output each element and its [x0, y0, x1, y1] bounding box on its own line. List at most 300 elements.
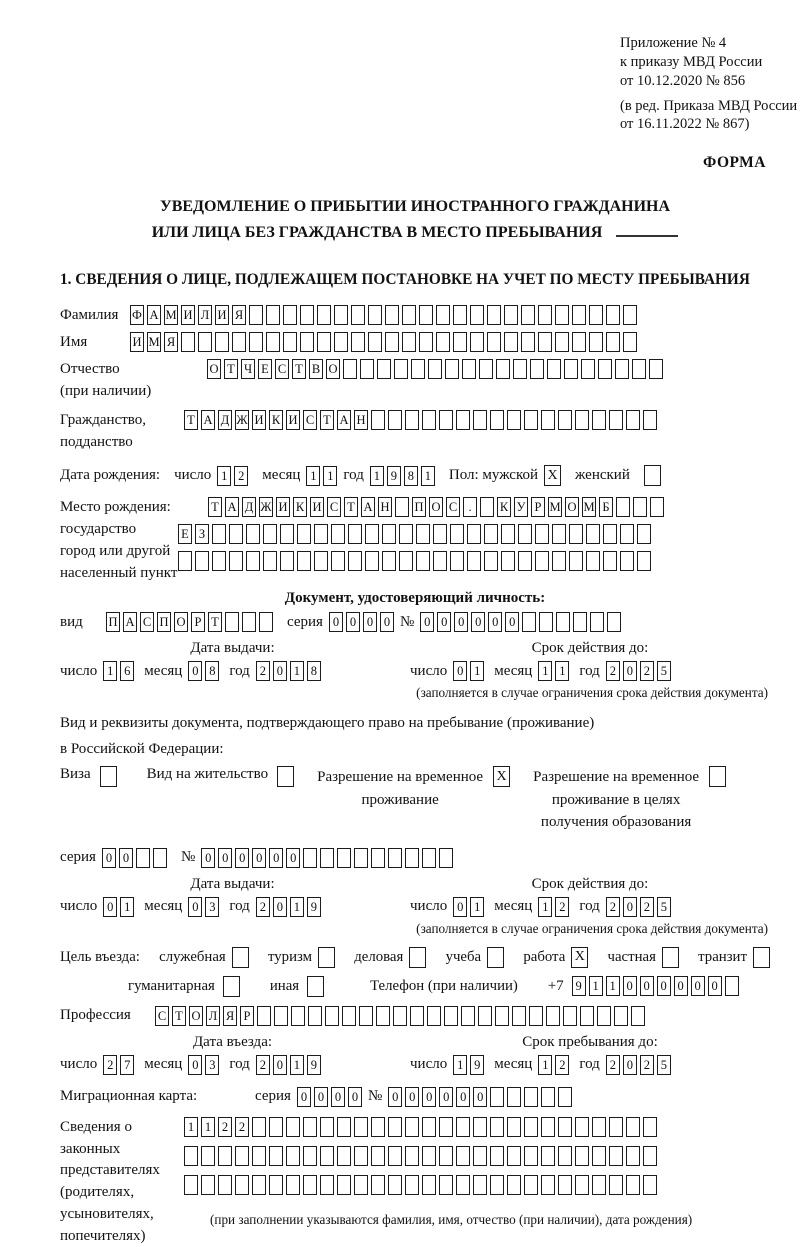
char-box[interactable] — [359, 1006, 373, 1026]
birth-place-boxes-line1[interactable] — [208, 497, 664, 517]
char-box[interactable]: И — [286, 410, 300, 430]
char-box[interactable] — [325, 1006, 339, 1026]
char-box[interactable] — [473, 410, 487, 430]
residence-number-boxes[interactable] — [201, 848, 453, 868]
char-box[interactable] — [490, 410, 504, 430]
surname-boxes[interactable] — [130, 305, 637, 325]
char-box[interactable] — [334, 305, 348, 325]
char-box[interactable] — [198, 332, 212, 352]
char-box[interactable] — [496, 359, 510, 379]
char-box[interactable] — [473, 1117, 487, 1137]
char-box[interactable] — [252, 1117, 266, 1137]
char-box[interactable] — [453, 332, 467, 352]
char-box[interactable] — [546, 1006, 560, 1026]
char-box[interactable] — [564, 359, 578, 379]
char-box[interactable] — [558, 1175, 572, 1195]
residence-series-boxes[interactable] — [102, 848, 167, 868]
identity-kind-boxes[interactable] — [106, 612, 273, 632]
char-box[interactable] — [487, 332, 501, 352]
char-box[interactable]: 7 — [120, 1055, 134, 1075]
char-box[interactable] — [225, 612, 239, 632]
char-box[interactable]: 2 — [103, 1055, 117, 1075]
char-box[interactable] — [365, 551, 379, 571]
char-box[interactable]: Р — [531, 497, 545, 517]
checkbox-purpose-other[interactable] — [307, 976, 324, 997]
checkbox-purpose-business[interactable] — [232, 947, 249, 968]
char-box[interactable] — [269, 1117, 283, 1137]
char-box[interactable]: Т — [208, 497, 222, 517]
char-box[interactable] — [558, 1117, 572, 1137]
char-box[interactable]: О — [429, 497, 443, 517]
char-box[interactable]: 2 — [234, 466, 248, 486]
char-box[interactable]: А — [337, 410, 351, 430]
char-box[interactable]: 1 — [290, 1055, 304, 1075]
char-box[interactable]: 0 — [691, 976, 705, 996]
char-box[interactable] — [606, 305, 620, 325]
char-box[interactable] — [490, 1117, 504, 1137]
char-box[interactable] — [201, 1175, 215, 1195]
char-box[interactable] — [530, 359, 544, 379]
char-box[interactable] — [229, 551, 243, 571]
char-box[interactable] — [586, 524, 600, 544]
checkbox-residence-permit[interactable] — [277, 766, 294, 787]
char-box[interactable]: З — [195, 524, 209, 544]
char-box[interactable]: О — [326, 359, 340, 379]
birth-month-boxes[interactable] — [306, 466, 337, 486]
char-box[interactable] — [399, 524, 413, 544]
char-box[interactable] — [388, 848, 402, 868]
char-box[interactable]: 9 — [307, 1055, 321, 1075]
char-box[interactable] — [212, 551, 226, 571]
char-box[interactable] — [450, 551, 464, 571]
char-box[interactable] — [422, 1117, 436, 1137]
char-box[interactable]: 1 — [421, 466, 435, 486]
char-box[interactable] — [490, 1087, 504, 1107]
char-box[interactable]: О — [207, 359, 221, 379]
char-box[interactable] — [178, 551, 192, 571]
char-box[interactable] — [439, 848, 453, 868]
char-box[interactable]: 0 — [119, 848, 133, 868]
char-box[interactable] — [242, 612, 256, 632]
char-box[interactable]: 0 — [201, 848, 215, 868]
char-box[interactable] — [598, 359, 612, 379]
birth-year-boxes[interactable] — [370, 466, 435, 486]
char-box[interactable] — [427, 1006, 441, 1026]
char-box[interactable] — [410, 1006, 424, 1026]
char-box[interactable]: И — [276, 497, 290, 517]
char-box[interactable]: 9 — [572, 976, 586, 996]
char-box[interactable] — [631, 1006, 645, 1026]
char-box[interactable]: 0 — [269, 848, 283, 868]
char-box[interactable] — [616, 497, 630, 517]
char-box[interactable]: Н — [378, 497, 392, 517]
char-box[interactable]: 1 — [201, 1117, 215, 1137]
char-box[interactable]: Ж — [259, 497, 273, 517]
char-box[interactable] — [433, 524, 447, 544]
char-box[interactable]: 3 — [205, 1055, 219, 1075]
char-box[interactable]: 0 — [454, 612, 468, 632]
char-box[interactable] — [371, 1117, 385, 1137]
char-box[interactable] — [541, 1087, 555, 1107]
char-box[interactable]: 2 — [235, 1117, 249, 1137]
char-box[interactable]: 0 — [453, 897, 467, 917]
char-box[interactable] — [607, 612, 621, 632]
char-box[interactable] — [643, 1117, 657, 1137]
char-box[interactable] — [590, 612, 604, 632]
char-box[interactable] — [456, 1175, 470, 1195]
char-box[interactable]: 0 — [657, 976, 671, 996]
char-box[interactable]: 0 — [329, 612, 343, 632]
char-box[interactable] — [280, 524, 294, 544]
char-box[interactable] — [507, 1117, 521, 1137]
identity-number-boxes[interactable] — [420, 612, 621, 632]
char-box[interactable] — [650, 497, 664, 517]
char-box[interactable] — [522, 612, 536, 632]
char-box[interactable] — [521, 305, 535, 325]
char-box[interactable] — [573, 612, 587, 632]
char-box[interactable]: 1 — [370, 466, 384, 486]
char-box[interactable] — [632, 359, 646, 379]
residence-issue-month-boxes[interactable] — [188, 897, 219, 917]
char-box[interactable] — [521, 332, 535, 352]
char-box[interactable]: С — [155, 1006, 169, 1026]
char-box[interactable] — [597, 1006, 611, 1026]
char-box[interactable] — [626, 1175, 640, 1195]
char-box[interactable] — [538, 305, 552, 325]
char-box[interactable] — [308, 1006, 322, 1026]
char-box[interactable] — [303, 848, 317, 868]
birth-day-boxes[interactable] — [217, 466, 248, 486]
char-box[interactable]: Н — [354, 410, 368, 430]
char-box[interactable]: . — [463, 497, 477, 517]
char-box[interactable] — [456, 1117, 470, 1137]
char-box[interactable] — [547, 359, 561, 379]
char-box[interactable] — [354, 1175, 368, 1195]
char-box[interactable]: С — [446, 497, 460, 517]
char-box[interactable]: Т — [344, 497, 358, 517]
char-box[interactable] — [620, 524, 634, 544]
char-box[interactable]: 1 — [538, 1055, 552, 1075]
char-box[interactable]: Ф — [130, 305, 144, 325]
char-box[interactable]: 0 — [314, 1087, 328, 1107]
char-box[interactable] — [368, 332, 382, 352]
char-box[interactable] — [300, 332, 314, 352]
char-box[interactable] — [283, 332, 297, 352]
char-box[interactable] — [467, 524, 481, 544]
char-box[interactable] — [382, 524, 396, 544]
char-box[interactable] — [331, 551, 345, 571]
char-box[interactable] — [246, 524, 260, 544]
char-box[interactable]: 2 — [640, 897, 654, 917]
char-box[interactable]: О — [174, 612, 188, 632]
char-box[interactable] — [259, 612, 273, 632]
char-box[interactable]: 0 — [473, 1087, 487, 1107]
char-box[interactable] — [524, 1117, 538, 1137]
char-box[interactable]: 0 — [252, 848, 266, 868]
char-box[interactable]: И — [252, 410, 266, 430]
char-box[interactable]: 2 — [256, 661, 270, 681]
char-box[interactable]: Т — [172, 1006, 186, 1026]
char-box[interactable] — [371, 1175, 385, 1195]
representatives-boxes-line1[interactable] — [184, 1117, 692, 1137]
char-box[interactable] — [388, 410, 402, 430]
char-box[interactable] — [232, 332, 246, 352]
entry-day-boxes[interactable] — [103, 1055, 134, 1075]
char-box[interactable] — [541, 1175, 555, 1195]
char-box[interactable]: К — [269, 410, 283, 430]
char-box[interactable] — [609, 1117, 623, 1137]
char-box[interactable]: 0 — [623, 897, 637, 917]
char-box[interactable] — [376, 1006, 390, 1026]
stay-year-boxes[interactable] — [606, 1055, 671, 1075]
char-box[interactable]: 6 — [120, 661, 134, 681]
char-box[interactable] — [419, 332, 433, 352]
char-box[interactable] — [337, 848, 351, 868]
char-box[interactable]: 2 — [640, 661, 654, 681]
char-box[interactable]: О — [565, 497, 579, 517]
char-box[interactable] — [592, 1175, 606, 1195]
char-box[interactable] — [269, 1175, 283, 1195]
char-box[interactable] — [235, 1175, 249, 1195]
char-box[interactable]: 1 — [538, 897, 552, 917]
char-box[interactable] — [348, 524, 362, 544]
char-box[interactable] — [405, 1117, 419, 1137]
char-box[interactable] — [385, 305, 399, 325]
char-box[interactable]: Я — [232, 305, 246, 325]
char-box[interactable] — [393, 1006, 407, 1026]
char-box[interactable]: Д — [218, 410, 232, 430]
char-box[interactable]: Л — [206, 1006, 220, 1026]
residence-issue-day-boxes[interactable] — [103, 897, 134, 917]
char-box[interactable]: 5 — [657, 661, 671, 681]
checkbox-purpose-transit[interactable] — [753, 947, 770, 968]
char-box[interactable]: Т — [208, 612, 222, 632]
char-box[interactable] — [249, 332, 263, 352]
char-box[interactable]: 0 — [640, 976, 654, 996]
char-box[interactable]: С — [275, 359, 289, 379]
char-box[interactable] — [649, 359, 663, 379]
char-box[interactable] — [436, 332, 450, 352]
char-box[interactable] — [300, 305, 314, 325]
char-box[interactable]: К — [497, 497, 511, 517]
char-box[interactable]: 0 — [422, 1087, 436, 1107]
char-box[interactable] — [388, 1175, 402, 1195]
checkbox-female[interactable] — [644, 465, 661, 486]
char-box[interactable] — [371, 848, 385, 868]
char-box[interactable] — [478, 1006, 492, 1026]
identity-expiry-day-boxes[interactable] — [453, 661, 484, 681]
char-box[interactable]: С — [140, 612, 154, 632]
char-box[interactable] — [555, 332, 569, 352]
checkbox-purpose-work[interactable]: X — [571, 947, 588, 968]
char-box[interactable]: 3 — [205, 897, 219, 917]
char-box[interactable]: 1 — [290, 661, 304, 681]
char-box[interactable] — [552, 524, 566, 544]
char-box[interactable] — [484, 551, 498, 571]
char-box[interactable]: 0 — [674, 976, 688, 996]
char-box[interactable]: 1 — [306, 466, 320, 486]
char-box[interactable]: 2 — [256, 1055, 270, 1075]
char-box[interactable]: 1 — [103, 661, 117, 681]
char-box[interactable]: Р — [240, 1006, 254, 1026]
stay-day-boxes[interactable] — [453, 1055, 484, 1075]
char-box[interactable] — [297, 551, 311, 571]
char-box[interactable] — [351, 332, 365, 352]
char-box[interactable]: Е — [178, 524, 192, 544]
char-box[interactable] — [229, 524, 243, 544]
char-box[interactable] — [215, 332, 229, 352]
char-box[interactable] — [614, 1006, 628, 1026]
char-box[interactable] — [626, 1117, 640, 1137]
char-box[interactable] — [303, 1117, 317, 1137]
char-box[interactable] — [360, 359, 374, 379]
char-box[interactable] — [558, 410, 572, 430]
checkbox-purpose-study[interactable] — [487, 947, 504, 968]
char-box[interactable]: М — [147, 332, 161, 352]
char-box[interactable]: 2 — [555, 1055, 569, 1075]
char-box[interactable] — [518, 551, 532, 571]
char-box[interactable] — [342, 1006, 356, 1026]
char-box[interactable] — [637, 524, 651, 544]
checkbox-purpose-private[interactable] — [662, 947, 679, 968]
char-box[interactable] — [266, 332, 280, 352]
char-box[interactable] — [581, 359, 595, 379]
char-box[interactable] — [626, 410, 640, 430]
char-box[interactable] — [433, 551, 447, 571]
char-box[interactable] — [609, 1175, 623, 1195]
char-box[interactable] — [257, 1006, 271, 1026]
char-box[interactable] — [467, 551, 481, 571]
char-box[interactable]: 0 — [103, 897, 117, 917]
char-box[interactable] — [317, 305, 331, 325]
char-box[interactable] — [184, 1175, 198, 1195]
char-box[interactable] — [558, 1087, 572, 1107]
residence-issue-year-boxes[interactable] — [256, 897, 321, 917]
char-box[interactable] — [539, 612, 553, 632]
checkbox-male[interactable]: X — [544, 465, 561, 486]
char-box[interactable] — [507, 410, 521, 430]
residence-expiry-month-boxes[interactable] — [538, 897, 569, 917]
char-box[interactable]: Я — [223, 1006, 237, 1026]
char-box[interactable]: 9 — [387, 466, 401, 486]
char-box[interactable] — [405, 848, 419, 868]
char-box[interactable]: Е — [258, 359, 272, 379]
char-box[interactable] — [331, 524, 345, 544]
char-box[interactable] — [606, 332, 620, 352]
char-box[interactable] — [385, 332, 399, 352]
char-box[interactable] — [575, 1117, 589, 1137]
char-box[interactable] — [456, 410, 470, 430]
identity-series-boxes[interactable] — [329, 612, 394, 632]
identity-issue-year-boxes[interactable] — [256, 661, 321, 681]
char-box[interactable] — [555, 305, 569, 325]
char-box[interactable] — [405, 410, 419, 430]
char-box[interactable] — [439, 1117, 453, 1137]
char-box[interactable] — [575, 1175, 589, 1195]
citizenship-boxes[interactable] — [184, 410, 657, 430]
char-box[interactable]: Я — [164, 332, 178, 352]
char-box[interactable] — [252, 1175, 266, 1195]
identity-issue-month-boxes[interactable] — [188, 661, 219, 681]
char-box[interactable] — [507, 1087, 521, 1107]
char-box[interactable] — [428, 359, 442, 379]
char-box[interactable] — [314, 524, 328, 544]
char-box[interactable] — [388, 1117, 402, 1137]
char-box[interactable]: Т — [184, 410, 198, 430]
char-box[interactable]: С — [303, 410, 317, 430]
char-box[interactable]: 1 — [555, 661, 569, 681]
char-box[interactable] — [524, 1087, 538, 1107]
char-box[interactable] — [348, 551, 362, 571]
char-box[interactable] — [317, 332, 331, 352]
char-box[interactable]: 0 — [188, 897, 202, 917]
char-box[interactable]: 0 — [102, 848, 116, 868]
char-box[interactable] — [538, 332, 552, 352]
char-box[interactable] — [153, 848, 167, 868]
char-box[interactable]: 0 — [346, 612, 360, 632]
char-box[interactable] — [320, 848, 334, 868]
char-box[interactable] — [334, 332, 348, 352]
char-box[interactable]: С — [327, 497, 341, 517]
char-box[interactable] — [501, 551, 515, 571]
char-box[interactable]: 2 — [606, 897, 620, 917]
char-box[interactable] — [303, 1175, 317, 1195]
char-box[interactable]: Т — [224, 359, 238, 379]
char-box[interactable] — [266, 305, 280, 325]
char-box[interactable] — [615, 359, 629, 379]
migration-series-boxes[interactable] — [297, 1087, 362, 1107]
char-box[interactable] — [368, 305, 382, 325]
char-box[interactable]: 0 — [235, 848, 249, 868]
char-box[interactable] — [291, 1006, 305, 1026]
char-box[interactable] — [445, 359, 459, 379]
char-box[interactable]: 8 — [307, 661, 321, 681]
migration-number-boxes[interactable] — [388, 1087, 572, 1107]
char-box[interactable] — [501, 524, 515, 544]
char-box[interactable] — [518, 524, 532, 544]
char-box[interactable]: 1 — [120, 897, 134, 917]
char-box[interactable] — [422, 1175, 436, 1195]
char-box[interactable] — [623, 332, 637, 352]
char-box[interactable] — [365, 524, 379, 544]
char-box[interactable]: 0 — [286, 848, 300, 868]
char-box[interactable] — [589, 305, 603, 325]
char-box[interactable]: 0 — [363, 612, 377, 632]
char-box[interactable] — [473, 1175, 487, 1195]
checkbox-temp-residence[interactable]: X — [493, 766, 510, 787]
char-box[interactable]: А — [147, 305, 161, 325]
char-box[interactable] — [439, 1175, 453, 1195]
char-box[interactable]: 1 — [217, 466, 231, 486]
char-box[interactable]: 0 — [348, 1087, 362, 1107]
char-box[interactable]: 0 — [420, 612, 434, 632]
char-box[interactable]: А — [123, 612, 137, 632]
char-box[interactable]: И — [181, 305, 195, 325]
char-box[interactable]: 8 — [404, 466, 418, 486]
char-box[interactable] — [541, 410, 555, 430]
char-box[interactable] — [572, 332, 586, 352]
char-box[interactable]: 0 — [439, 1087, 453, 1107]
char-box[interactable]: 1 — [470, 661, 484, 681]
stay-month-boxes[interactable] — [538, 1055, 569, 1075]
checkbox-purpose-tourism[interactable] — [318, 947, 335, 968]
char-box[interactable]: 0 — [188, 1055, 202, 1075]
char-box[interactable]: 1 — [606, 976, 620, 996]
char-box[interactable]: 0 — [623, 976, 637, 996]
birth-place-boxes-line2[interactable] — [178, 524, 664, 544]
char-box[interactable] — [444, 1006, 458, 1026]
char-box[interactable] — [637, 551, 651, 571]
